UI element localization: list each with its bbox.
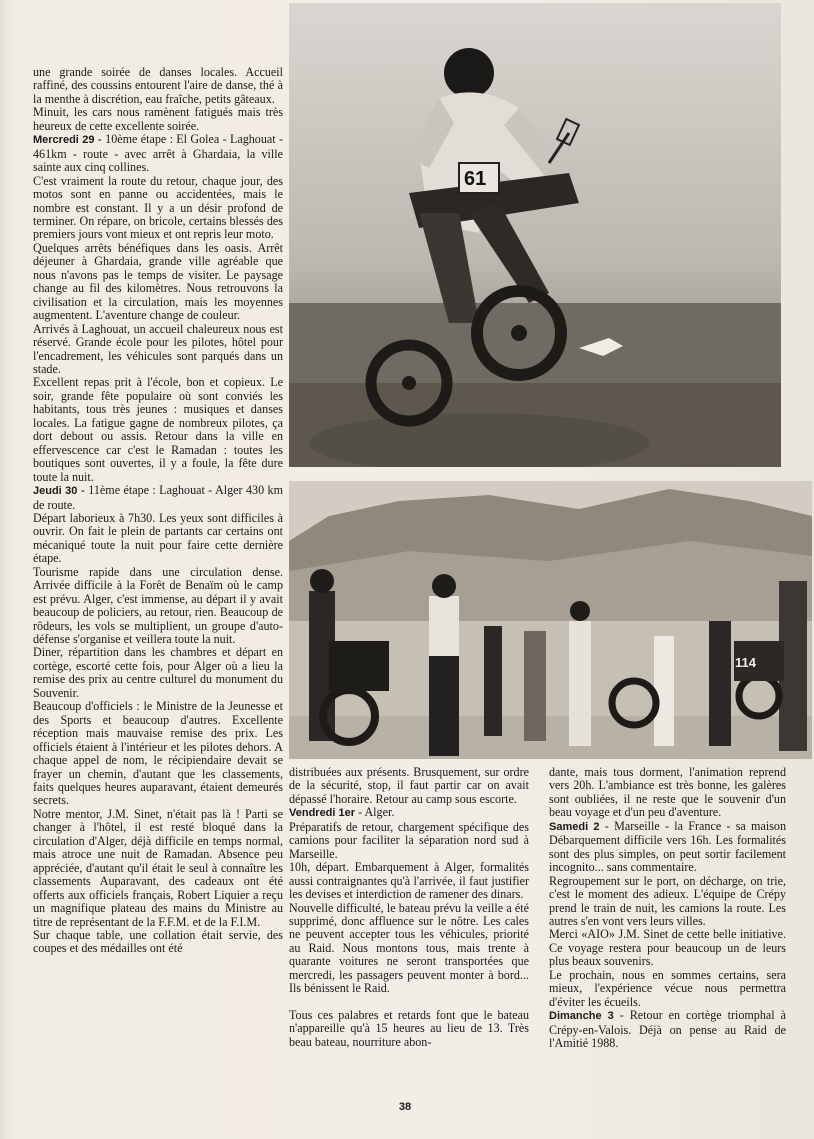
day-heading: Vendredi 1er xyxy=(289,807,356,820)
paragraph xyxy=(549,766,786,820)
day-heading: Dimanche 3 xyxy=(549,1010,614,1023)
paragraph xyxy=(33,566,283,647)
paragraph-text: Tourisme rapide dans une circulation dense. Arrivée difficile à la Forêt de Benaïm où le camp est prévu. Alger, c'est immense, au départ il y avait beaucoup de policiers, au retour, rien. Beaucoup de rôdeurs, les vols se multiplient, un groupe d'auto-défense s'organise et veillera toute la nuit. xyxy=(33,564,283,647)
paragraph xyxy=(33,512,283,566)
paragraph-text: Arrivés à Laghouat, un accueil chaleureux nous est réservé. Grande école pour les pilotes, hôtel pour l'encadrement, les véhicules sont parqués dans un stade. xyxy=(33,321,283,376)
day-heading: Mercredi 29 xyxy=(33,134,95,147)
paragraph-text: une grande soirée de danses locales. Accueil raffiné, des coussins entourent l'aire de danse, thé à la menthe à discrétion, eau fraîche, petits gâteaux. xyxy=(33,65,283,106)
paragraph-text: - 10ème étape : El Golea - Laghouat - 461km - route - avec arrêt à Ghardaia, la ville sainte aux cinq collines. xyxy=(33,132,283,175)
paragraph xyxy=(549,820,786,875)
paragraph-text: Regroupement sur le port, on décharge, on trie, c'est le moment des adieux. L'équipe de Crépy prend le train de nuit, les camions la route. Les autres s'en vont vers leurs villes. xyxy=(549,873,786,928)
paragraph xyxy=(289,821,529,861)
paragraph-text: Notre mentor, J.M. Sinet, n'était pas là ! Parti se changer à l'hôtel, il est resté bloqué dans la circulation d'Alger, déjà difficile en temps normal, mais atroce une nuit de Ramadan. Absence peu appréciée, d'autant qu'il était le seul à connaître les classements Auparavant, des cadeaux ont été offerts aux officiels français, Robert Liquier a reçu un magnifique plateau des mains du Ministre au titre de représentant de la F.F.M. et de la F.I.M. xyxy=(33,806,283,929)
paragraph-text: Tous ces palabres et retards font que le bateau n'appareille qu'à 15 heures au lieu de 13. Très beau bateau, nourriture abon- xyxy=(289,1007,529,1049)
paragraph xyxy=(33,929,283,956)
paragraph xyxy=(33,133,283,174)
paragraph-text: - Alger. xyxy=(355,805,395,820)
paragraph-text: Préparatifs de retour, chargement spécifique des camions pour faciliter la séparation nord sud à Marseille. xyxy=(289,819,529,861)
bike-number-plate: 114 xyxy=(735,655,756,670)
paragraph-text: Le prochain, nous en sommes certains, sera mieux, l'expérience vécue nous permettra d'éviter les écueils. xyxy=(549,967,786,1009)
text-column-1 xyxy=(33,66,283,956)
paragraph-text: distribuées aux présents. Brusquement, sur ordre de la sécurité, stop, il faut partir car on avait dépassé l'horaire. Retour au camp sous escorte. xyxy=(289,765,529,806)
paragraph-text: - 11ème étape : Laghouat - Alger 430 km de route. xyxy=(33,483,283,512)
text-column-2 xyxy=(289,766,529,1049)
paragraph xyxy=(549,1009,786,1050)
paragraph xyxy=(289,766,529,806)
paragraph xyxy=(549,969,786,1009)
paragraph-text: Quelques arrêts bénéfiques dans les oasis. Arrêt déjeuner à Ghardaia, grande ville agréable que nous n'avons pas le temps de visiter. Le paysage change au fil des kilomètres. Nous retrouvons la civilisation et la circulation, mais les moyennes augmentent. L'aventure change de couleur. xyxy=(33,240,283,323)
paragraph-text: Merci «AIO» J.M. Sinet de cette belle initiative. Ce voyage restera pour beaucoup un de leurs plus beaux souvenirs. xyxy=(549,927,786,969)
paragraph xyxy=(33,646,283,700)
paragraph-text: Départ laborieux à 7h30. Les yeux sont difficiles à ouvrir. On fait le plein de partants car certains ont mécaniqué toute la nuit pour faire cette dernière étape. xyxy=(33,510,283,566)
paragraph-text: Sur chaque table, une collation était servie, des coupes et des médailles ont été xyxy=(33,928,283,956)
paragraph-text: Minuit, les cars nous ramènent fatigués mais très heureux de cette excellente soirée. xyxy=(33,105,283,133)
paragraph-text: C'est vraiment la route du retour, chaque jour, des motos sont en panne ou accidentées, mais le nombre est constant. Il y a un désir profond de terminer. On répare, on bricole, certains blessés des premiers jours vont mieux et ont repris leur moto. xyxy=(33,173,283,242)
paragraph-text: - Marseille - la France - sa maison Débarquement difficile vers 16h. Les formalités sont des plus simples, on peut sortir facilement incognito... sans commentaire. xyxy=(549,818,786,875)
paragraph xyxy=(33,175,283,242)
text-column-3 xyxy=(549,766,786,1051)
paragraph-text: - Retour en cortège triomphal à Crépy-en-Valois. Déjà on pense au Raid de l'Amitié 1988. xyxy=(549,1008,786,1051)
motorcycle-jump-photo xyxy=(289,3,781,467)
paragraph xyxy=(33,376,283,484)
paragraph-text: Nouvelle difficulté, le bateau prévu la veille a été supprimé, donc affluence sur le nôtre. Les cales ne peuvent accepter tous les véhicules, priorité au Raid. Nous montons tous, mais trente à quarante voitures ne seront transportées que mercredi, les passagers peuvent monter à bord... Ils bénissent le Raid. xyxy=(289,900,529,996)
paragraph xyxy=(33,808,283,929)
paragraph xyxy=(289,861,529,901)
paragraph xyxy=(549,875,786,929)
paragraph xyxy=(33,700,283,808)
paragraph-text: Diner, répartition dans les chambres et départ en cortège, escorté cette fois, pour Alger où a lieu la remise des prix au centre culturel du monument du Souvenir. xyxy=(33,645,283,700)
paragraph-text: Excellent repas prit à l'école, bon et copieux. Le soir, grande fête populaire où sont conviés les habitants, tous très jeunes : musiques et danses locales. La fatigue gagne de nombreux pilotes, ça dort debout ou assis. Retour dans la ville en effervescence car c'est le Ramadan : toutes les boutiques sont ouvertes, il y a foule, la fête dure toute la nuit. xyxy=(33,375,283,484)
paragraph-text: 10h, départ. Embarquement à Alger, formalités aussi contraignantes qu'à l'arrivée, il faut justifier les devises et interdiction de ramener des dinars. xyxy=(289,860,529,902)
paragraph-text: dante, mais tous dorment, l'animation reprend vers 20h. L'ambiance est très bonne, les galères sont oubliées, il ne reste que le souvenir d'un beau voyage et d'un peu d'aventure. xyxy=(549,765,786,820)
paragraph xyxy=(33,242,283,323)
day-heading: Samedi 2 xyxy=(549,820,600,833)
paragraph xyxy=(289,902,529,996)
bike-number-plate: 61 xyxy=(464,168,487,190)
paragraph xyxy=(289,806,529,820)
paragraph xyxy=(33,106,283,133)
paragraph xyxy=(33,66,283,106)
crowd-with-motorcycles-photo xyxy=(289,481,812,759)
paragraph xyxy=(549,928,786,968)
paragraph xyxy=(33,484,283,512)
day-heading: Jeudi 30 xyxy=(33,485,78,498)
paragraph xyxy=(33,323,283,377)
paragraph-text: Beaucoup d'officiels : le Ministre de la Jeunesse et des Sports et beaucoup d'autres. Excellente réception mais mauvaise remise des prix. Les officiels étaient à l'intérieur et les pilotes dehors. A chaque appel de nom, le récipiendaire devait se frayer un chemin, d'autant que les classements, faits quelques heures auparavant, étaient demeurés secrets. xyxy=(33,699,283,808)
paragraph xyxy=(289,1009,529,1049)
page-number: 38 xyxy=(398,1101,412,1113)
